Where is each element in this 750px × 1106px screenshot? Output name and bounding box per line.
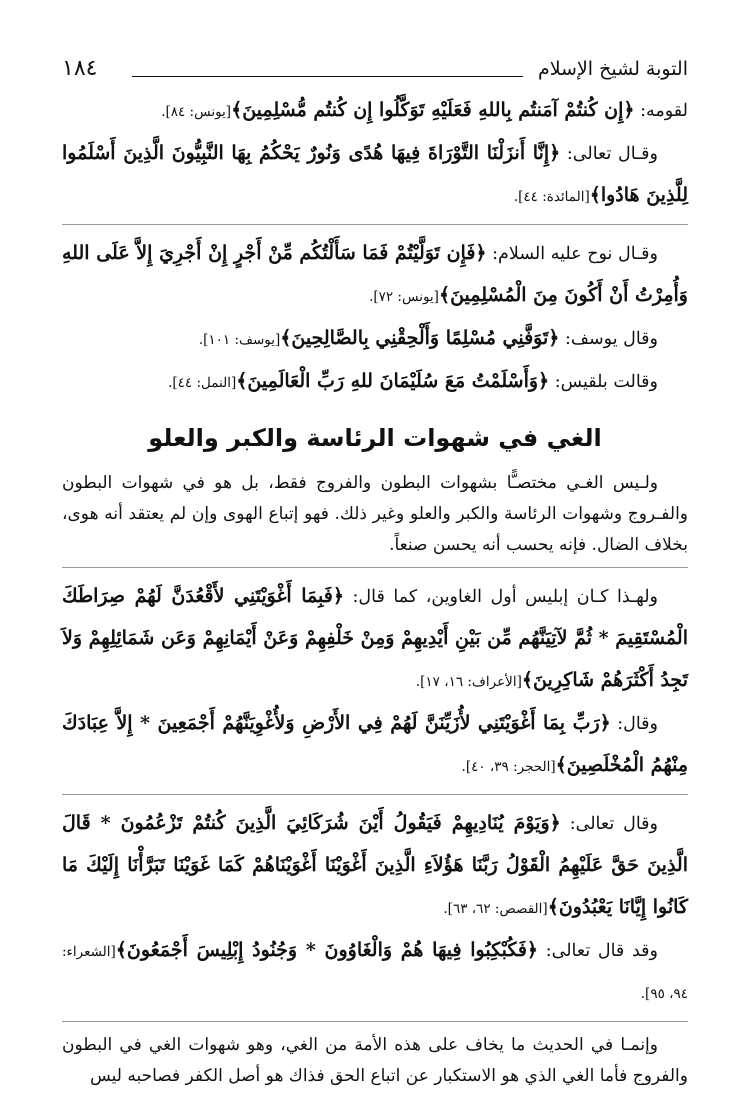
section-divider <box>62 224 688 225</box>
quran-quote: ﴿فَبِمَا أَغْوَيْتَنِي لأَقْعُدَنَّ لَهُمْ صِرَاطَكَ الْمُسْتَقِيمَ * ثُمَّ لآتِيَنَّهُم مِّن بَيْنِ أَيْدِيهِمْ وَمِنْ خَلْفِهِمْ وَعَنْ أَيْمَانِهِمْ وَعَن شَمَائِلِهِمْ وَلاَ تَجِدُ أَكْثَرَهُمْ شَاكِرِينَ﴾ <box>62 585 688 691</box>
quran-quote: ﴿رَبِّ بِمَا أَغْوَيْتَنِي لأُزَيِّنَنَّ لَهُمْ فِي الأَرْضِ وَلأُغْوِيَنَّهُمْ أَجْمَعِينَ * إِلاَّ عِبَادَكَ مِنْهُمُ الْمُخْلَصِينَ﴾ <box>62 712 688 776</box>
verse-reference: [القصص: ٦٢، ٦٣]. <box>443 901 548 917</box>
quran-quote: ﴿فَإِن تَوَلَّيْتُمْ فَمَا سَأَلْتُكُم مِّنْ أَجْرٍ إِنْ أَجْرِيَ إِلاَّ عَلَى اللهِ وَأُمِرْتُ أَنْ أَكُونَ مِنَ الْمُسْلِمِينَ﴾ <box>62 242 688 306</box>
verse-reference: [الحجر: ٣٩، ٤٠]. <box>461 759 556 775</box>
quran-quote: ﴿فَكُبْكِبُوا فِيهَا هُمْ وَالْغَاوُونَ * وَجُنُودُ إِبْلِيسَ أَجْمَعُونَ﴾ <box>115 939 539 961</box>
paragraph-intro: وقال يوسف: <box>559 329 658 349</box>
paragraph-intro: ولهـذا كـان إبليس أول الغاوين، كما قال: <box>343 587 658 607</box>
quran-quote: ﴿تَوَفَّنِي مُسْلِمًا وَأَلْحِقْنِي بِالصَّالِحِينَ﴾ <box>280 327 560 349</box>
paragraph-7 <box>62 576 688 703</box>
paragraph-4 <box>62 318 688 361</box>
header-rule <box>132 76 523 77</box>
paragraph-6: ولـيس الغـي مختصـًّا بشهوات البطون والفروج فقط، بل هو في شهوات البطون والفـروج وشهوات الرئاسة والكبر والعلو وغير ذلك. فهو إتباع الهوى وإن لم يعتقد أنه هوى، بخلاف الضال. فإنه يحسب أنه يحسن صنعاً. <box>62 473 688 555</box>
paragraph-intro: وقد قال تعالى: <box>538 941 658 961</box>
paragraph-intro: وقال: <box>610 714 658 734</box>
paragraph-intro: وقـال نوح عليه السلام: <box>486 244 659 264</box>
quran-quote: ﴿إِنَّا أَنزَلْنَا التَّوْرَاةَ فِيهَا هُدًى وَنُورٌ يَحْكُمُ بِهَا النَّبِيُّونَ الَّذِينَ أَسْلَمُوا لِلَّذِينَ هَادُوا﴾ <box>62 142 688 206</box>
paragraph-8 <box>62 703 688 788</box>
paragraph-2 <box>62 133 688 218</box>
paragraph-9 <box>62 803 688 930</box>
verse-reference: [المائدة: ٤٤]. <box>513 189 590 205</box>
page-number: ١٨٤ <box>62 56 98 81</box>
running-title: التوبة لشيخ الإسلام <box>537 58 688 80</box>
verse-reference: [النمل: ٤٤]. <box>168 375 237 391</box>
section-divider <box>62 1021 688 1022</box>
quran-quote: ﴿إِن كُنتُمْ آمَنتُم بِاللهِ فَعَلَيْهِ تَوَكَّلُوا إِن كُنتُم مُّسْلِمِينَ﴾ <box>231 99 635 121</box>
paragraph-intro: وقالت بلقيس: <box>549 372 658 392</box>
paragraph-1 <box>62 90 688 133</box>
paragraph-11: وإنمـا في الحديث ما يخاف على هذه الأمة من الغي، وهو شهوات الغي في البطون والفروج فأما الغي الذي هو الاستكبار عن اتباع الحق فذاك هو أصل الكفر فصاحبه ليس <box>62 1035 688 1086</box>
paragraph-3 <box>62 233 688 318</box>
running-header <box>62 56 688 90</box>
paragraph-10 <box>62 930 688 1015</box>
section-divider <box>62 794 688 795</box>
verse-reference: [الأعراف: ١٦، ١٧]. <box>415 674 522 690</box>
verse-reference: [يونس: ٨٤]. <box>161 104 232 120</box>
paragraph-intro: وقال تعالى: <box>560 814 658 834</box>
section-divider <box>62 567 688 568</box>
quran-quote: ﴿وَأَسْلَمْتُ مَعَ سُلَيْمَانَ للهِ رَبِّ الْعَالَمِينَ﴾ <box>236 370 550 392</box>
section-heading: الغي في شهوات الرئاسة والكبر والعلو <box>148 424 602 452</box>
paragraph-5 <box>62 361 688 404</box>
verse-reference: [الشعراء: ٩٤، ٩٥]. <box>62 944 688 1002</box>
book-page <box>62 56 688 1092</box>
verse-reference: [يونس: ٧٢]. <box>369 289 439 305</box>
verse-reference: [يوسف: ١٠١]. <box>198 332 281 348</box>
quran-quote: ﴿وَيَوْمَ يُنَادِيهِمْ فَيَقُولُ أَيْنَ شُرَكَائِيَ الَّذِينَ كُنتُمْ تَزْعُمُونَ * قَالَ الَّذِينَ حَقَّ عَلَيْهِمُ الْقَوْلُ رَبَّنَا هَؤُلاَءِ الَّذِينَ أَغْوَيْنَا أَغْوَيْنَاهُمْ كَمَا غَوَيْنَا تَبَرَّأْنَا إِلَيْكَ مَا كَانُوا إِيَّانَا يَعْبُدُونَ﴾ <box>62 812 688 918</box>
paragraph-intro: لقومه: <box>634 101 688 121</box>
paragraph-intro: وقـال تعالى: <box>560 144 658 164</box>
